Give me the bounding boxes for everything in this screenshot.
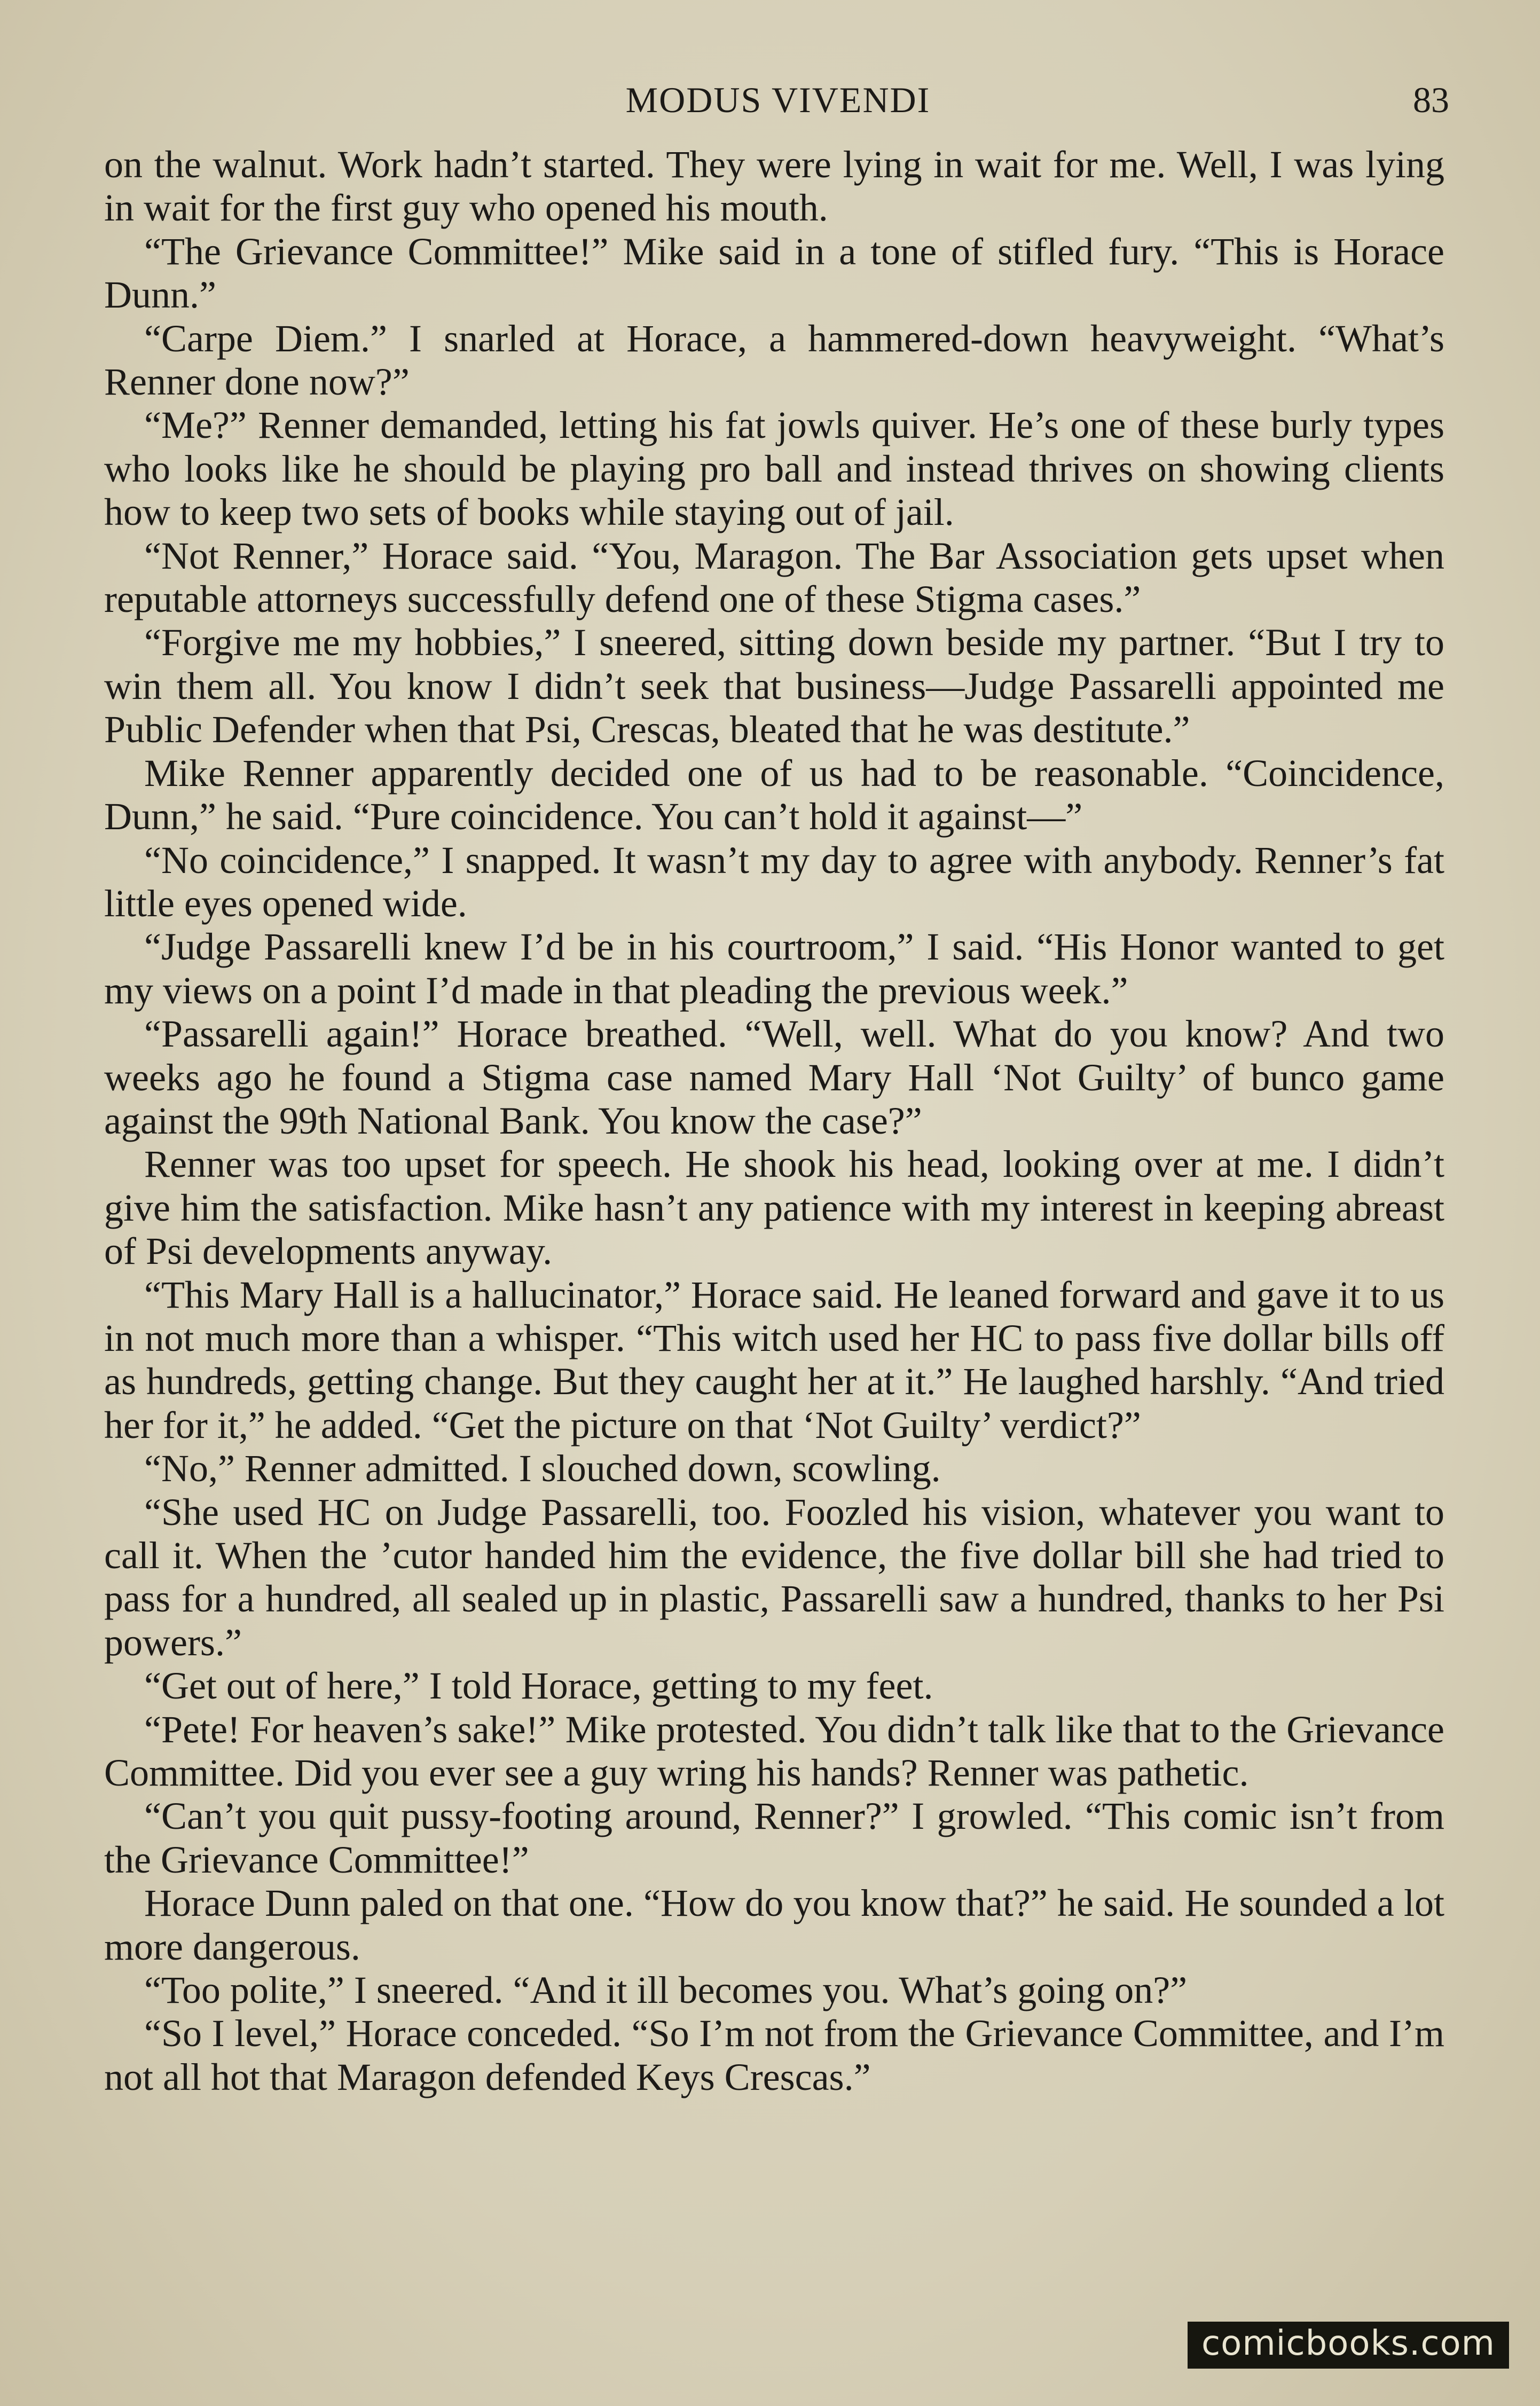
watermark: comicbooks.com xyxy=(1188,2322,1509,2369)
paragraph: “Can’t you quit pussy-footing around, Renner?” I growled. “This comic isn’t from the Grievance Committee!” xyxy=(104,1795,1444,1881)
paragraph: “Pete! For heaven’s sake!” Mike protested. You didn’t talk like that to the Grievance Committee. Did you ever see a guy wring his hands? Renner was pathetic. xyxy=(104,1708,1444,1795)
paragraph: “Me?” Renner demanded, letting his fat jowls quiver. He’s one of these burly types who looks like he should be playing pro ball and instead thrives on showing clients how to keep two sets of books while staying out of jail. xyxy=(104,404,1444,534)
paragraph: “So I level,” Horace conceded. “So I’m not from the Grievance Committee, and I’m not all hot that Maragon defended Keys Crescas.” xyxy=(104,2012,1444,2098)
paragraph: “Carpe Diem.” I snarled at Horace, a hammered-down heavyweight. “What’s Renner done now?” xyxy=(104,317,1444,404)
paragraph: “Forgive me my hobbies,” I sneered, sitting down beside my partner. “But I try to win them all. You know I didn’t seek that business—Judge Passarelli appointed me Public Defender when that Psi, Crescas, bleated that he was destitute.” xyxy=(104,621,1444,751)
paragraph: “She used HC on Judge Passarelli, too. Foozled his vision, whatever you want to call it. When the ’cutor handed him the evidence, the five dollar bill she had tried to pass for a hundred, all sealed up in plastic, Passarelli saw a hundred, thanks to her Psi powers.” xyxy=(104,1490,1444,1664)
paragraph: “Get out of here,” I told Horace, getting to my feet. xyxy=(144,1664,933,1708)
paragraph: “Passarelli again!” Horace breathed. “Well, well. What do you know? And two weeks ago he found a Stigma case named Mary Hall ‘Not Guilty’ of bunco game against the 99th National Bank. You know the case?” xyxy=(104,1012,1444,1142)
paragraph: “No coincidence,” I snapped. It wasn’t my day to agree with anybody. Renner’s fat little eyes opened wide. xyxy=(104,838,1444,925)
paragraph: on the walnut. Work hadn’t started. They were lying in wait for me. Well, I was lying in wait for the first guy who opened his mouth. xyxy=(104,143,1444,230)
page-header xyxy=(107,79,1449,127)
paragraph: “Not Renner,” Horace said. “You, Maragon. The Bar Association gets upset when reputable attorneys successfully defend one of these Stigma cases.” xyxy=(104,534,1444,621)
page-number: 83 xyxy=(1413,80,1449,120)
paragraph: “Judge Passarelli knew I’d be in his courtroom,” I said. “His Honor wanted to get my views on a point I’d made in that pleading the previous week.” xyxy=(104,925,1444,1012)
paragraph: Mike Renner apparently decided one of us had to be reasonable. “Coincidence, Dunn,” he said. “Pure coincidence. You can’t hold it against—” xyxy=(104,751,1444,838)
paragraph: Horace Dunn paled on that one. “How do you know that?” he said. He sounded a lot more dangerous. xyxy=(104,1882,1444,1968)
paragraph: “No,” Renner admitted. I slouched down, scowling. xyxy=(144,1447,941,1490)
body-text xyxy=(104,143,1444,2099)
paragraph: Renner was too upset for speech. He shook his head, looking over at me. I didn’t give him the satisfaction. Mike hasn’t any patience with my interest in keeping abreast of Psi developments anyway. xyxy=(104,1143,1444,1273)
paragraph: “The Grievance Committee!” Mike said in a tone of stifled fury. “This is Horace Dunn.” xyxy=(104,230,1444,317)
running-head: MODUS VIVENDI xyxy=(625,80,931,120)
paragraph: “Too polite,” I sneered. “And it ill becomes you. What’s going on?” xyxy=(144,1969,1188,2012)
paragraph: “This Mary Hall is a hallucinator,” Horace said. He leaned forward and gave it to us in not much more than a whisper. “This witch used her HC to pass five dollar bills off as hundreds, getting change. But they caught her at it.” He laughed harshly. “And tried her for it,” he added. “Get the picture on that ‘Not Guilty’ verdict?” xyxy=(104,1273,1444,1446)
